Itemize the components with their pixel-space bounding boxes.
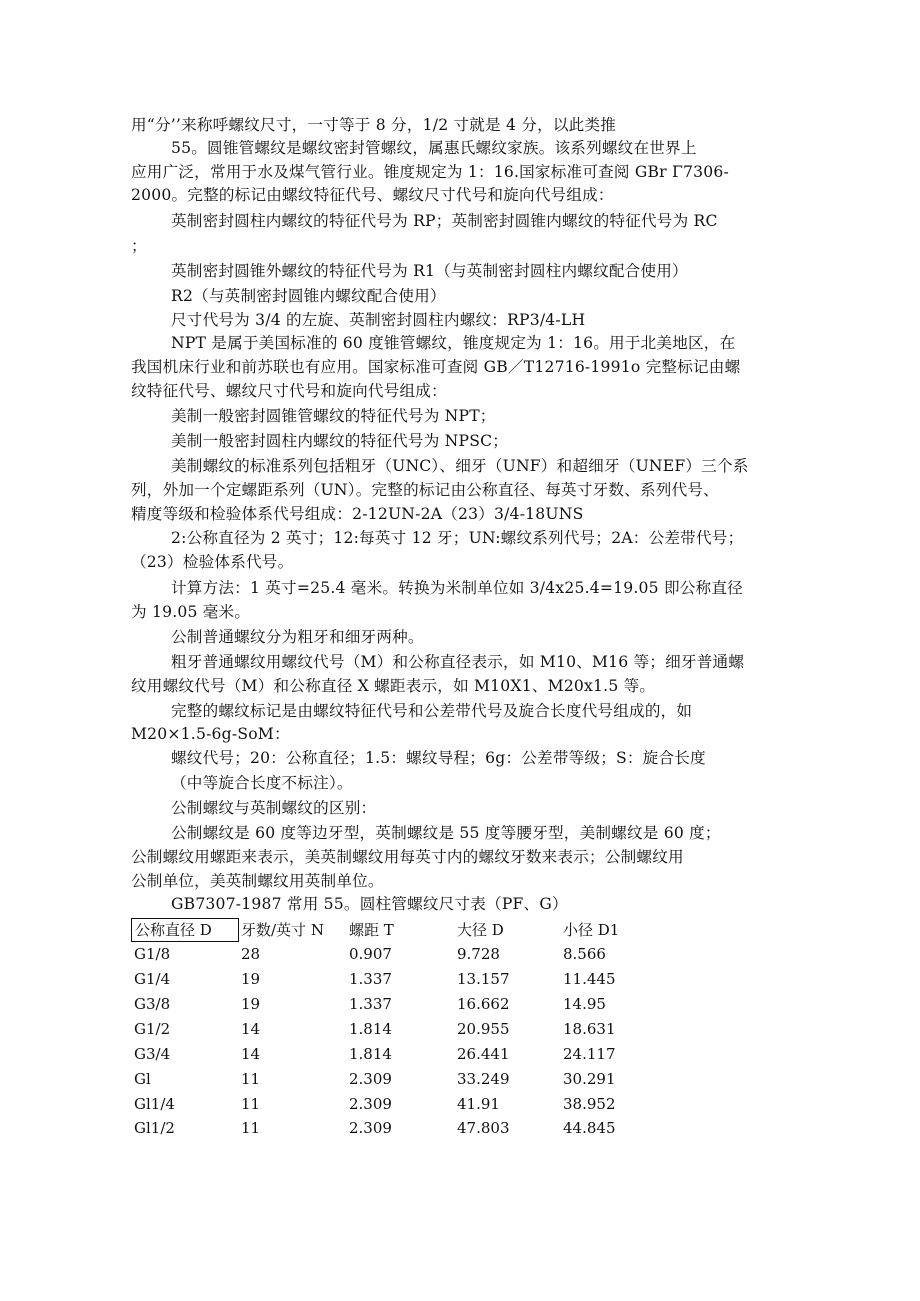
text-line: 美制螺纹的标准系列包括粗牙（UNC）、细牙（UNF）和超细牙（UNEF）三个系 — [171, 457, 749, 475]
table-cell: 14 — [241, 1020, 261, 1038]
text-line: 美制一般密封圆锥管螺纹的特征代号为 NPT； — [171, 407, 496, 425]
text-line: （中等旋合长度不标注）。 — [171, 774, 353, 792]
text-line: 完整的螺纹标记是由螺纹特征代号和公差带代号及旋合长度代号组成的，如 — [171, 702, 693, 720]
text-line: 英制密封圆锥外螺纹的特征代号为 R1（与英制密封圆柱内螺纹配合使用） — [171, 262, 688, 280]
table-cell: Gl1/4 — [134, 1095, 175, 1113]
text-line: NPT 是属于美国标准的 60 度锥管螺纹，锥度规定为 1：16。用于北美地区，在 — [171, 334, 736, 352]
table-cell: 19 — [241, 970, 261, 988]
table-caption: GB7307-1987 常用 55。圆柱管螺纹尺寸表（PF、G） — [171, 895, 568, 913]
table-cell: 14.95 — [563, 995, 606, 1013]
text-line: 粗牙普通螺纹用螺纹代号（M）和公称直径表示，如 M10、M16 等；细牙普通螺 — [171, 653, 745, 671]
table-cell: 2.309 — [349, 1070, 392, 1088]
text-line: 精度等级和检验体系代号组成：2-12UN-2A（23）3/4-18UNS — [131, 505, 584, 523]
table-row — [131, 1042, 691, 1066]
text-line: 我国机床行业和前苏联也有应用。国家标准可查阅 GB／T12716-1991o 完整标记由螺 — [131, 358, 741, 376]
table-cell: G1/2 — [134, 1020, 171, 1038]
table-cell: 11 — [241, 1119, 261, 1137]
table-header-cell: 公称直径 D — [131, 918, 239, 942]
table-cell: G3/4 — [134, 1045, 171, 1063]
text-line: 公制螺纹是 60 度等边牙型，英制螺纹是 55 度等腰牙型，美制螺纹是 60 度； — [171, 824, 721, 842]
table-cell: 11 — [241, 1070, 261, 1088]
text-line: 公制单位，美英制螺纹用英制单位。 — [131, 872, 384, 890]
text-line: 纹用螺纹代号（M）和公称直径 X 螺距表示，如 M10X1、M20x1.5 等。 — [131, 677, 656, 695]
text-line: 公制螺纹与英制螺纹的区别： — [171, 799, 377, 817]
table-row — [131, 1067, 691, 1091]
text-line: 螺纹代号；20：公称直径；1.5：螺纹导程；6g：公差带等级；S：旋合长度 — [171, 749, 706, 767]
table-header-cell: 螺距 T — [349, 921, 394, 939]
table-cell: 20.955 — [457, 1020, 510, 1038]
text-line: ； — [131, 237, 147, 255]
table-cell: 1.814 — [349, 1045, 392, 1063]
text-line: （23）检验体系代号。 — [131, 553, 294, 571]
text-line: 2000。完整的标记由螺纹特征代号、螺纹尺寸代号和旋向代号组成： — [131, 186, 614, 204]
text-line: M20×1.5-6g-SoM： — [131, 725, 290, 743]
table-cell: 19 — [241, 995, 261, 1013]
table-cell: 13.157 — [457, 970, 510, 988]
text-line: 计算方法：1 英寸=25.4 毫米。转换为米制单位如 3/4x25.4=19.05 即公称直径 — [171, 579, 743, 597]
table-cell: 9.728 — [457, 945, 500, 963]
table-cell: G1/4 — [134, 970, 171, 988]
table-cell: 2.309 — [349, 1095, 392, 1113]
table-header-cell: 大径 D — [457, 921, 504, 939]
text-line: 为 19.05 毫米。 — [131, 603, 251, 621]
table-row — [131, 1116, 691, 1140]
table-cell: 1.337 — [349, 995, 392, 1013]
table-header-row — [131, 918, 691, 942]
text-line: 2:公称直径为 2 英寸；12:每英寸 12 牙；UN:螺纹系列代号；2A：公差带代号； — [171, 529, 744, 547]
text-line: 美制一般密封圆柱内螺纹的特征代号为 NPSC； — [171, 432, 508, 450]
table-cell: 2.309 — [349, 1119, 392, 1137]
table-cell: 11 — [241, 1095, 261, 1113]
table-row — [131, 1017, 691, 1041]
table-cell: 33.249 — [457, 1070, 510, 1088]
table-cell: G1/8 — [134, 945, 171, 963]
table-cell: 44.845 — [563, 1119, 616, 1137]
text-line: 55。圆锥管螺纹是螺纹密封管螺纹，属惠氏螺纹家族。该系列螺纹在世界上 — [171, 139, 697, 157]
text-line: 尺寸代号为 3/4 的左旋、英制密封圆柱内螺纹：RP3/4-LH — [171, 311, 586, 329]
text-line: 公制普通螺纹分为粗牙和细牙两种。 — [171, 628, 424, 646]
table-cell: 8.566 — [563, 945, 606, 963]
table-row — [131, 942, 691, 966]
table-header-cell: 小径 D1 — [563, 921, 620, 939]
table-row — [131, 1092, 691, 1116]
text-line: 用“分’’来称呼螺纹尺寸，一寸等于 8 分，1/2 寸就是 4 分，以此类推 — [131, 116, 617, 134]
table-cell: 14 — [241, 1045, 261, 1063]
table-row — [131, 992, 691, 1016]
table-cell: Gl1/2 — [134, 1119, 175, 1137]
table-cell: 16.662 — [457, 995, 510, 1013]
table-cell: Gl — [134, 1070, 151, 1088]
table-cell: G3/8 — [134, 995, 171, 1013]
table-header-cell: 牙数/英寸 N — [241, 921, 324, 939]
text-line: 英制密封圆柱内螺纹的特征代号为 RP；英制密封圆锥内螺纹的特征代号为 RC — [171, 212, 718, 230]
table-cell: 47.803 — [457, 1119, 510, 1137]
table-cell: 24.117 — [563, 1045, 616, 1063]
table-cell: 41.91 — [457, 1095, 500, 1113]
table-cell: 1.337 — [349, 970, 392, 988]
text-line: 公制螺纹用螺距来表示，美英制螺纹用每英寸内的螺纹牙数来表示；公制螺纹用 — [131, 848, 684, 866]
text-line: 纹特征代号、螺纹尺寸代号和旋向代号组成： — [131, 382, 447, 400]
text-line: R2（与英制密封圆锥内螺纹配合使用） — [171, 287, 446, 305]
table-cell: 28 — [241, 945, 261, 963]
text-line: 应用广泛，常用于水及煤气管行业。锥度规定为 1：16.国家标准可查阅 GBr Γ7306- — [131, 163, 729, 181]
table-cell: 1.814 — [349, 1020, 392, 1038]
table-cell: 0.907 — [349, 945, 392, 963]
table-cell: 38.952 — [563, 1095, 616, 1113]
table-cell: 26.441 — [457, 1045, 510, 1063]
text-line: 列，外加一个定螺距系列（UN）。完整的标记由公称直径、每英寸牙数、系列代号、 — [131, 481, 719, 499]
table-cell: 30.291 — [563, 1070, 616, 1088]
table-row — [131, 967, 691, 991]
table-cell: 18.631 — [563, 1020, 616, 1038]
table-cell: 11.445 — [563, 970, 616, 988]
